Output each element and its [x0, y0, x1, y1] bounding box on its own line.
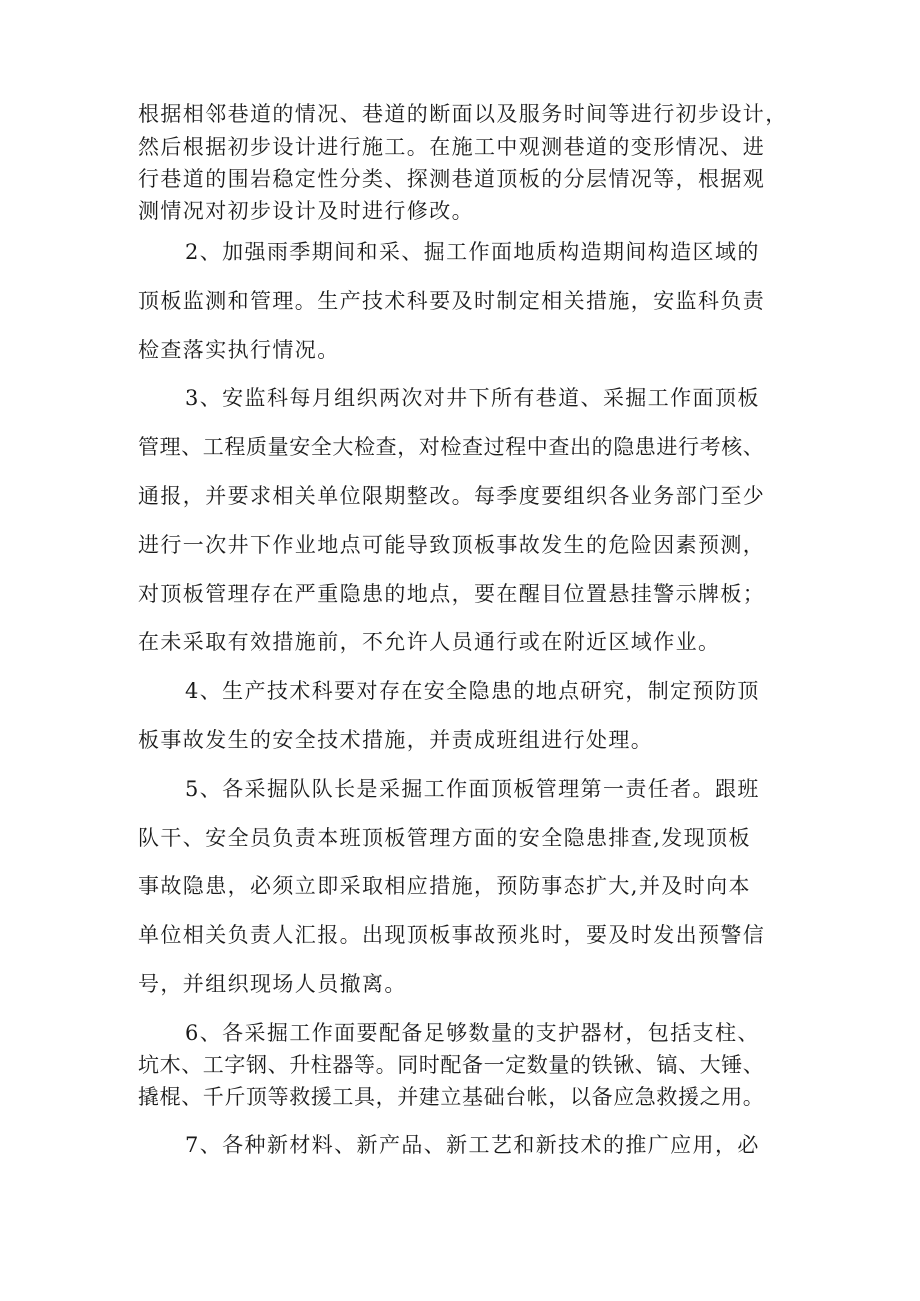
- text-line: 通报，并要求相关单位限期整改。每季度要组织各业务部门至少: [138, 484, 766, 508]
- text-line: 对顶板管理存在严重隐患的地点，要在醒目位置悬挂警示牌板；: [138, 582, 766, 606]
- text-line: 行巷道的围岩稳定性分类、探测巷道顶板的分层情况等，根据观: [138, 167, 766, 191]
- paragraph-5-start: 5、各采掘队队长是采掘工作面顶板管理第一责任者。跟班: [185, 777, 760, 801]
- paragraph-4-start: 4、生产技术科要对存在安全隐患的地点研究，制定预防顶: [185, 679, 760, 703]
- text-line: 管理、工程质量安全大检查，对检查过程中查出的隐患进行考核、: [138, 435, 765, 459]
- paragraph-2-start: 2、加强雨季期间和采、掘工作面地质构造期间构造区域的: [185, 240, 760, 264]
- text-line: 测情况对初步设计及时进行修改。: [138, 199, 474, 223]
- text-line: 号，并组织现场人员撤离。: [138, 972, 407, 996]
- text-line: 单位相关负责人汇报。出现顶板事故预兆时，要及时发出预警信: [138, 923, 766, 947]
- text-line: 队干、安全员负责本班顶板管理方面的安全隐患排查,发现顶板: [138, 826, 751, 850]
- text-line: 检查落实执行情况。: [138, 338, 340, 362]
- text-line: 进行一次井下作业地点可能导致顶板事故发生的危险因素预测，: [138, 533, 766, 557]
- text-line: 事故隐患，必须立即采取相应措施，预防事态扩大,并及时向本: [138, 874, 751, 898]
- text-line: 顶板监测和管理。生产技术科要及时制定相关措施，安监科负责: [138, 289, 766, 313]
- text-line: 撬棍、千斤顶等救援工具，并建立基础台帐，以备应急救援之用。: [138, 1085, 765, 1109]
- text-line: 然后根据初步设计进行施工。在施工中观测巷道的变形情况、进: [138, 135, 766, 159]
- paragraph-6-start: 6、各采掘工作面要配备足够数量的支护器材，包括支柱、: [185, 1021, 760, 1045]
- paragraph-3-start: 3、安监科每月组织两次对井下所有巷道、采掘工作面顶板: [185, 386, 760, 410]
- text-line: 坑木、工字钢、升柱器等。同时配备一定数量的铁锹、镐、大锤、: [138, 1053, 765, 1077]
- paragraph-7-start: 7、各种新材料、新产品、新工艺和新技术的推广应用，必: [185, 1133, 760, 1157]
- text-line: 根据相邻巷道的情况、巷道的断面以及服务时间等进行初步设计，: [138, 102, 788, 126]
- text-line: 在未采取有效措施前，不允许人员通行或在附近区域作业。: [138, 630, 721, 654]
- text-line: 板事故发生的安全技术措施，并责成班组进行处理。: [138, 728, 654, 752]
